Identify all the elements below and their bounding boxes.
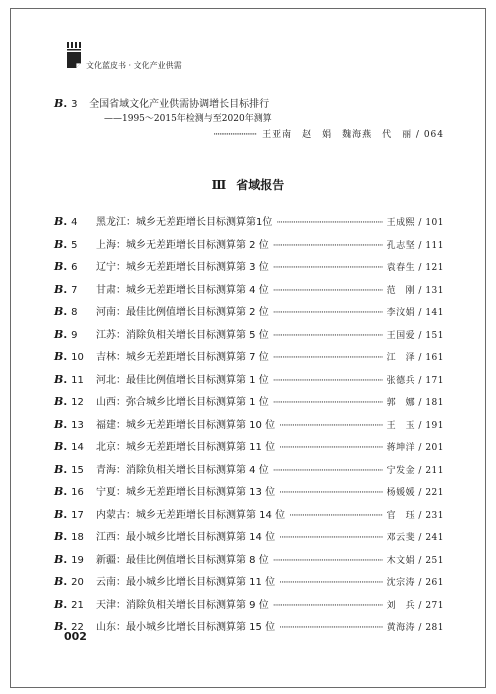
dot-leader — [276, 218, 382, 228]
dot-leader — [279, 533, 382, 543]
entry-code: B. 16 — [54, 485, 84, 498]
dot-leader — [273, 398, 383, 408]
entry-subtitle: ——1995～2015年检测与至2020年测算 — [104, 114, 272, 124]
dot-leader — [273, 556, 383, 566]
dot-leader — [279, 421, 382, 431]
toc-entry[interactable] — [54, 348, 444, 371]
b-mark: B — [54, 97, 64, 110]
entry-title: 江西：最小城乡比增长目标测算第 14 位 — [96, 532, 276, 543]
entry-title: 内蒙古：城乡无差距增长目标测算第 14 位 — [96, 509, 286, 521]
entry-title: 全国省域文化产业供需协调增长目标排行 — [89, 99, 270, 110]
entry-code: B. 10 — [54, 350, 84, 363]
entry-code: B. 17 — [54, 507, 84, 521]
dot-leader — [273, 353, 383, 363]
dot-leader — [279, 578, 382, 588]
dot-leader — [273, 601, 383, 611]
entry-code: B. 21 — [54, 597, 84, 611]
entry-title: 北京：城乡无差距增长目标测算第 11 位 — [96, 442, 276, 453]
entry-code: B. 20 — [54, 575, 84, 588]
entry-code: B. 12 — [54, 395, 84, 408]
entry-number: 3 — [71, 99, 78, 110]
entry-title: 甘肃：城乡无差距增长目标测算第 4 位 — [96, 284, 269, 296]
entry-title: 山西：弥合城乡比增长目标测算第 1 位 — [96, 397, 269, 408]
entry-author-page: 杨媛媛 / 221 — [386, 488, 444, 498]
entry-author-page: 官 珏 / 231 — [386, 510, 444, 521]
dot-leader — [279, 488, 382, 498]
entry-author-page: 蒋坤洋 / 201 — [386, 443, 444, 453]
entry-title: 辽宁：城乡无差距增长目标测算第 3 位 — [96, 262, 269, 273]
toc-entry[interactable] — [54, 506, 444, 529]
entry-author-page: 沈宗涛 / 261 — [386, 578, 444, 588]
entry-author-page: 王成熙 / 101 — [386, 218, 444, 228]
entry-author-page: 王 玉 / 191 — [386, 420, 444, 431]
entry-title: 宁夏：城乡无差距增长目标测算第 13 位 — [96, 487, 276, 498]
entry-author-page: 江 泽 / 161 — [386, 353, 444, 363]
page-number: 002 — [64, 630, 87, 643]
dot-leader — [273, 308, 383, 318]
entry-title: 新疆：最佳比例值增长目标测算第 8 位 — [96, 554, 269, 566]
entry-author-page: 王国爱 / 151 — [386, 330, 444, 341]
section-title: 省域报告 — [236, 178, 285, 192]
entry-code: B. 8 — [54, 305, 78, 318]
entry-author-page: 宁发金 / 211 — [386, 465, 444, 476]
entry-title: 青海：消除负相关增长目标测算第 4 位 — [96, 464, 269, 476]
toc-entry[interactable] — [54, 281, 444, 304]
entry-title: 福建：城乡无差距增长目标测算第 10 位 — [96, 419, 276, 431]
entry-title: 吉林：城乡无差距增长目标测算第 7 位 — [96, 352, 269, 363]
dot-leader — [273, 286, 383, 296]
dot-leader — [273, 466, 383, 476]
entry-author-page: 邓云斐 / 241 — [386, 533, 444, 543]
toc-entry[interactable] — [54, 393, 444, 416]
toc-entry[interactable] — [54, 528, 444, 551]
toc-entry[interactable] — [54, 258, 444, 281]
entry-code: B. 9 — [54, 327, 78, 341]
section-roman: Ⅲ — [211, 178, 227, 192]
book-logo-icon — [66, 42, 82, 68]
entry-code: B. 14 — [54, 440, 84, 453]
entry-author-page: 范 刚 / 131 — [386, 285, 444, 296]
entry-title: 河南：最佳比例值增长目标测算第 2 位 — [96, 307, 269, 318]
toc-entry-b3: B . 3 全国省域文化产业供需协调增长目标排行 ——1995～2015年检测与至2020年测算 ······················· 王亚南 赵 娟 魏海燕 代 丽 / 064 — [54, 95, 444, 143]
entry-code: B. 7 — [54, 282, 78, 296]
entry-code: B. 6 — [54, 260, 78, 273]
toc-entry[interactable] — [54, 573, 444, 596]
entry-title: 天津：消除负相关增长目标测算第 9 位 — [96, 599, 269, 611]
toc-entry[interactable] — [54, 326, 444, 349]
toc-entry[interactable] — [54, 618, 444, 641]
dot-leader — [273, 263, 383, 273]
toc-entry[interactable] — [54, 596, 444, 619]
entry-code: B. 4 — [54, 215, 78, 228]
dot-leader — [279, 443, 382, 453]
entry-title: 河北：最佳比例值增长目标测算第 1 位 — [96, 374, 269, 386]
entry-author-page: 黄海涛 / 281 — [386, 623, 444, 633]
entry-code: B. 5 — [54, 237, 78, 251]
entry-code: B. 19 — [54, 552, 84, 566]
entry-title: 江苏：消除负相关增长目标测算第 5 位 — [96, 329, 269, 341]
dot-leader — [273, 331, 383, 341]
entry-title: 黑龙江：城乡无差距增长目标测算第1位 — [96, 217, 273, 228]
entry-author-page: 袁春生 / 121 — [386, 263, 444, 273]
toc-entry[interactable] — [54, 303, 444, 326]
entry-authors: ······················· 王亚南 赵 娟 魏海燕 代 丽 / 064 — [213, 130, 444, 140]
toc-entry[interactable] — [54, 461, 444, 484]
dot-leader — [279, 623, 382, 633]
entry-author-page: 李汶娟 / 141 — [386, 308, 444, 318]
entry-author-page: 郭 娜 / 181 — [386, 398, 444, 408]
dot-leader — [289, 511, 382, 521]
entry-code: B. 15 — [54, 462, 84, 476]
entry-author-page: 木文娟 / 251 — [386, 555, 444, 566]
toc-entry[interactable] — [54, 551, 444, 574]
entry-code: B. 13 — [54, 417, 84, 431]
toc-entry[interactable] — [54, 483, 444, 506]
entry-code: B. 11 — [54, 372, 84, 386]
entry-author-page: 孔志坚 / 111 — [386, 240, 444, 251]
entry-author-page: 张德兵 / 171 — [386, 375, 444, 386]
toc-entry[interactable] — [54, 416, 444, 439]
toc-entry[interactable] — [54, 371, 444, 394]
dot-leader — [273, 376, 383, 386]
toc-entry[interactable] — [54, 236, 444, 259]
entry-code: B. 18 — [54, 530, 84, 543]
entry-title: 云南：最小城乡比增长目标测算第 11 位 — [96, 577, 276, 588]
series-title: 文化蓝皮书 · 文化产业供需 — [86, 61, 182, 70]
dot-leader — [273, 241, 383, 251]
section-heading — [0, 176, 496, 193]
entry-title: 上海：城乡无差距增长目标测算第 2 位 — [96, 239, 269, 251]
toc-entry[interactable] — [54, 438, 444, 461]
toc-list — [54, 213, 444, 641]
entry-title: 山东：最小城乡比增长目标测算第 15 位 — [96, 622, 276, 633]
entry-code: B. 22 — [54, 620, 84, 633]
toc-entry[interactable] — [54, 213, 444, 236]
entry-author-page: 刘 兵 / 271 — [386, 600, 444, 611]
